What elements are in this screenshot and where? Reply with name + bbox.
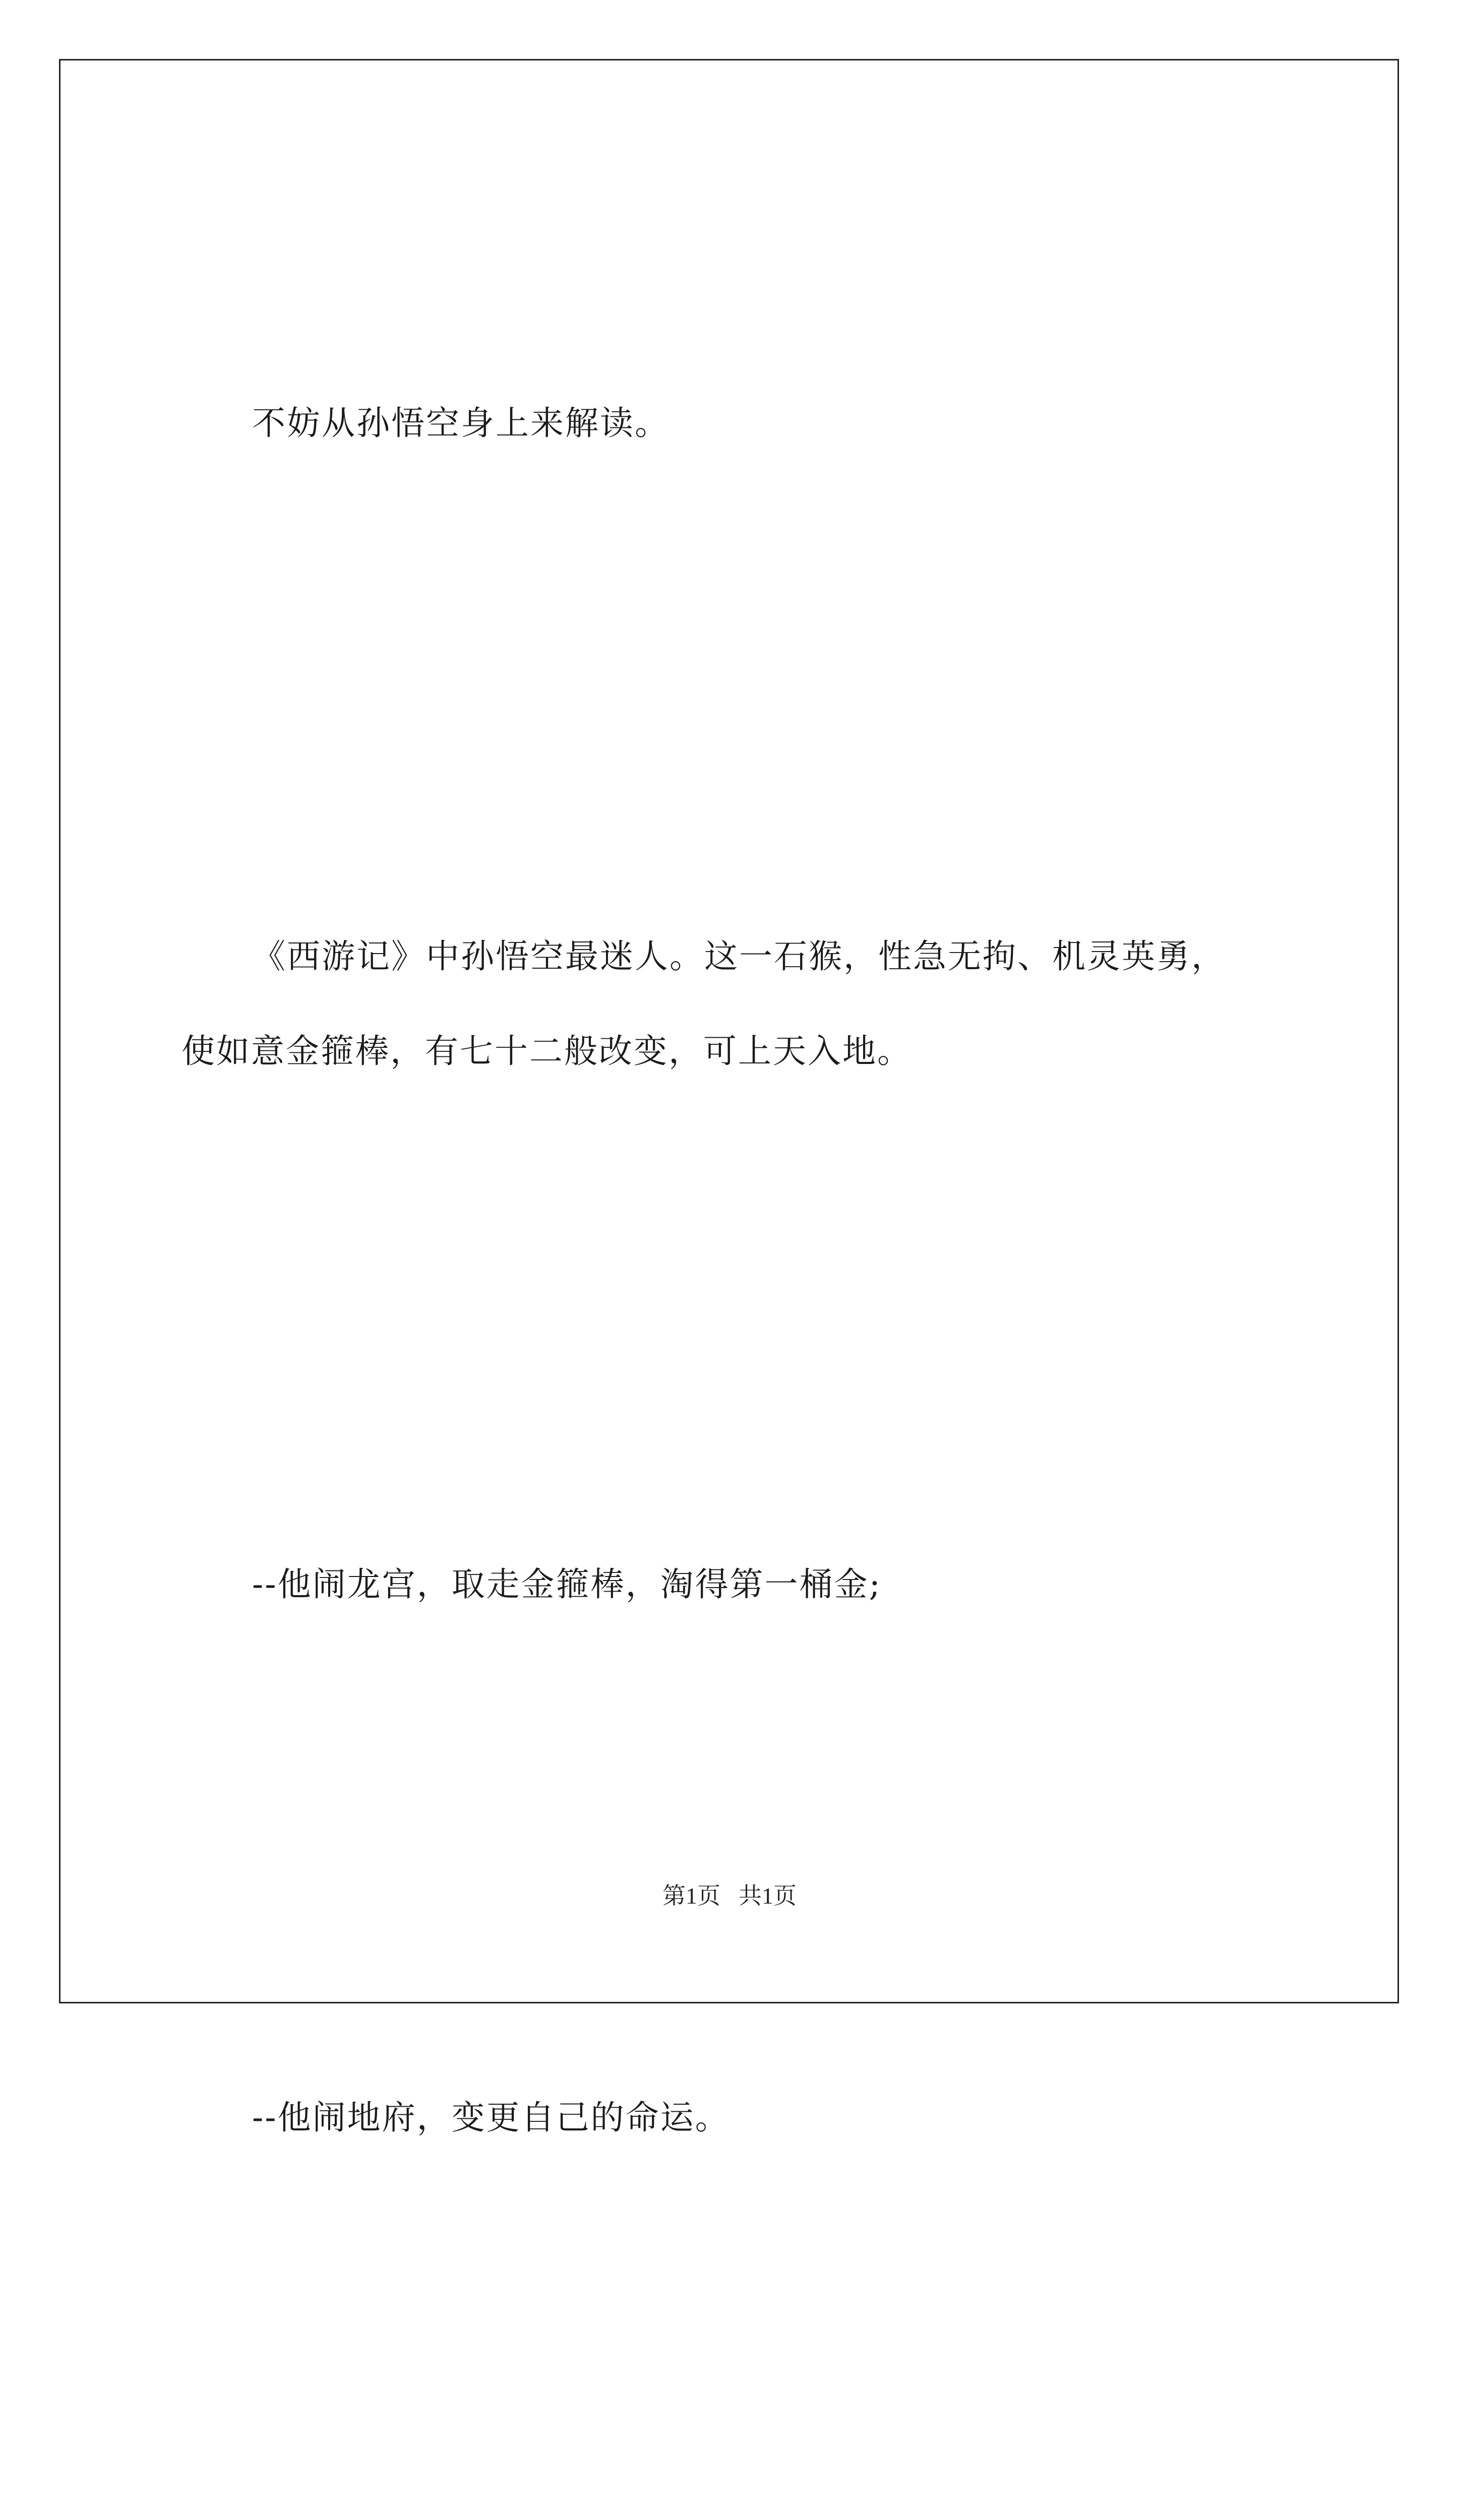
text-line: 《西游记》中孙悟空最迷人。这一石猴，性急无拘、机灵英勇，	[252, 937, 1226, 976]
paragraph	[181, 2414, 1286, 2520]
page-number: 第1页	[662, 1883, 720, 1909]
paragraph	[181, 1348, 1286, 1821]
text-line: 不妨从孙悟空身上来解读。	[252, 404, 670, 443]
page-footer	[0, 1877, 1459, 1911]
paragraph	[181, 186, 1286, 660]
paragraph	[181, 1881, 1286, 2355]
text-line: --他闹龙宫，取走金箍棒，淘得第一桶金;	[252, 1565, 882, 1604]
document-body	[181, 186, 1286, 2520]
text-line: --他闹地府，变更自己的命运。	[252, 2098, 730, 2137]
page-total: 共1页	[739, 1883, 797, 1909]
text-line: 使如意金箍棒，有七十二般改变，可上天入地。	[181, 1032, 912, 1070]
paragraph	[181, 720, 1286, 1288]
